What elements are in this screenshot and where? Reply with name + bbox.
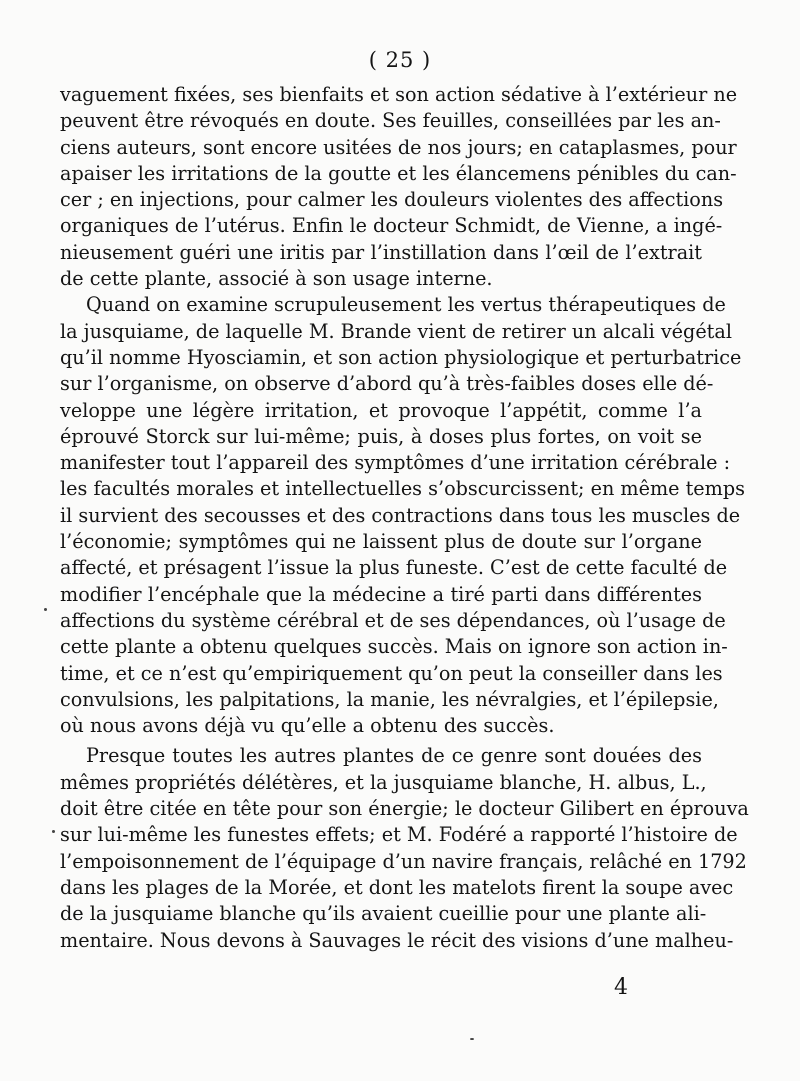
text-line: dans les plages de la Morée, et dont les matelots firent la soupe avec xyxy=(60,875,734,899)
text-line: mêmes propriétés délétères, et la jusquiame blanche, H. albus, L., xyxy=(60,770,707,794)
text-line: sur lui-même les funestes effets; et M. Fodéré a rapporté l’histoire de xyxy=(60,823,738,847)
text-line: cette plante a obtenu quelques succès. Mais on ignore son action in- xyxy=(60,635,728,659)
signature-mark: 4 xyxy=(614,975,628,1000)
text-line: organiques de l’utérus. Enfin le docteur Schmidt, de Vienne, a ingé- xyxy=(60,214,723,238)
text-line: convulsions, les palpitations, la manie, les névralgies, et l’épilepsie, xyxy=(60,687,719,711)
text-line: nieusement guéri une iritis par l’instillation dans l’œil de l’extrait xyxy=(60,240,702,264)
text-line: de la jusquiame blanche qu’ils avaient cueillie pour une plante ali- xyxy=(60,902,707,926)
ink-speck xyxy=(52,830,55,833)
text-line: sur l’organisme, on observe d’abord qu’à très-faibles doses elle dé- xyxy=(60,372,714,396)
text-line: qu’il nomme Hyosciamin, et son action physiologique et perturbatrice xyxy=(60,345,742,369)
ink-speck xyxy=(470,1038,474,1040)
text-line: de cette plante, associé à son usage interne. xyxy=(60,267,493,291)
text-line: vaguement fixées, ses bienfaits et son action sédative à l’extérieur ne xyxy=(60,83,738,106)
text-line: mentaire. Nous devons à Sauvages le récit des visions d’une malheu- xyxy=(60,928,734,952)
ink-speck xyxy=(44,608,47,611)
text-line: les facultés morales et intellectuelles s’obscurcissent; en même temps xyxy=(60,477,745,501)
text-line: l’économie; symptômes qui ne laissent plus de doute sur l’organe xyxy=(60,530,702,554)
text-line: l’empoisonnement de l’équipage d’un navire français, relâché en 1792 xyxy=(60,849,747,873)
text-line: où nous avons déjà vu qu’elle a obtenu des succès. xyxy=(60,714,555,738)
text-line: modifier l’encéphale que la médecine a tiré parti dans différentes xyxy=(60,582,702,606)
body-text xyxy=(60,82,749,954)
text-line: peuvent être révoqués en doute. Ses feuilles, conseillées par les an- xyxy=(60,109,721,133)
text-line: cer ; en injections, pour calmer les douleurs violentes des affections xyxy=(60,188,724,212)
text-line: Quand on examine scrupuleusement les vertus thérapeutiques de xyxy=(86,293,726,317)
text-line: Presque toutes les autres plantes de ce genre sont douées des xyxy=(86,744,702,768)
text-line: manifester tout l’appareil des symptômes d’une irritation cérébrale : xyxy=(60,451,731,475)
text-line: la jusquiame, de laquelle M. Brande vient de retirer un alcali végétal xyxy=(60,319,732,343)
text-line: affecté, et présagent l’issue la plus funeste. C’est de cette faculté de xyxy=(60,556,728,580)
page-number: ( 25 ) xyxy=(368,48,432,72)
text-line: veloppe une légère irritation, et provoque l’appétit, comme l’a xyxy=(60,398,702,422)
text-line: il survient des secousses et des contractions dans tous les muscles de xyxy=(60,503,741,527)
text-line: time, et ce n’est qu’empiriquement qu’on peut la conseiller dans les xyxy=(60,661,723,685)
text-line: affections du système cérébral et de ses dépendances, où l’usage de xyxy=(60,608,726,632)
text-line: éprouvé Storck sur lui-même; puis, à doses plus fortes, on voit se xyxy=(60,424,702,448)
text-line: ciens auteurs, sont encore usitées de nos jours; en cataplasmes, pour xyxy=(60,135,737,159)
text-line: doit être citée en tête pour son énergie; le docteur Gilibert en éprouva xyxy=(60,797,749,821)
text-line: apaiser les irritations de la goutte et les élancemens pénibles du can- xyxy=(60,161,737,185)
